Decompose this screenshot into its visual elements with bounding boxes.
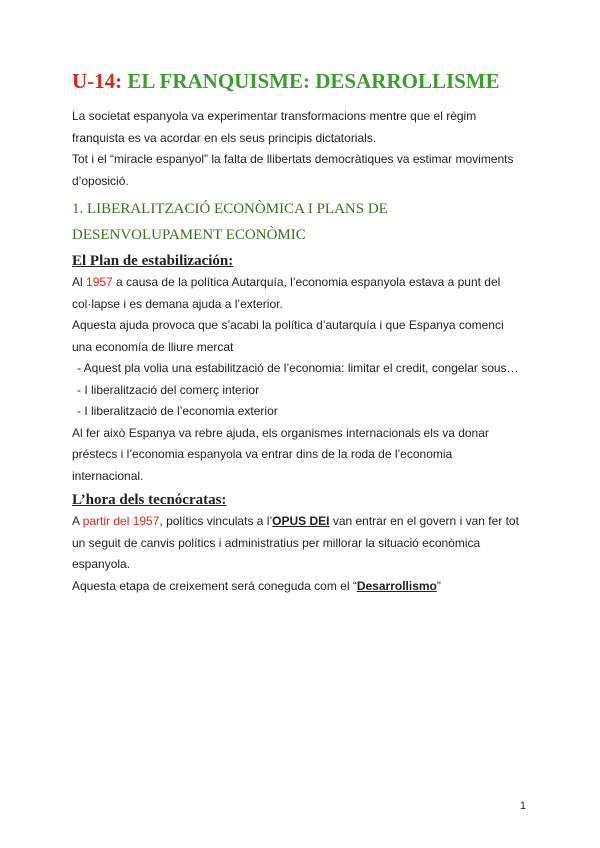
intro-line: Tot i el “miracle espanyol” la falta de llibertats democràtiques va estimar moviments	[72, 152, 514, 166]
plan-paragraph-1-line-2: col·lapse i es demana ajuda a l’exterior.	[72, 296, 283, 311]
text-run: A	[72, 514, 83, 528]
plan-paragraph-2: Aquesta ajuda provoca que s’acabi la política d’autarquía i que Espanya comenci	[72, 318, 504, 332]
intro-line: d’oposició.	[72, 173, 129, 188]
unit-title: EL FRANQUISME: DESARROLLISME	[127, 69, 500, 93]
opus-dei-emphasis: OPUS DEI	[272, 514, 330, 528]
text-run: Aquesta etapa de creixement será coneguda com el “	[72, 578, 357, 593]
list-item: - I liberalització de l’economia exterior	[77, 404, 278, 418]
list-item: - I liberalització del comerç interior	[77, 382, 260, 397]
text-run: Al	[72, 275, 87, 289]
intro-line: franquista es va acordar en els seus principis dictatorials.	[72, 130, 377, 145]
section-1-heading-line: 1. LIBERALITZACIÓ ECONÒMICA I PLANS DE	[72, 201, 388, 217]
plan-bullet-list	[72, 358, 532, 423]
paragraph-line: internacional.	[72, 468, 144, 483]
text-run: a causa de la política Autarquía, l’economia espanyola estava a punt del	[112, 275, 501, 289]
document-title	[72, 64, 532, 98]
plan-heading: El Plan de estabilización:	[72, 253, 234, 269]
plan-paragraph-2-line-2: una economía de lliure mercat	[72, 339, 234, 354]
paragraph-line: Al fer això Espanya va rebre ajuda, els organismes internacionals els va donar	[72, 425, 489, 440]
section-1-heading	[72, 196, 532, 248]
page-number: 1	[519, 800, 526, 812]
text-run: van entrar en el govern i van fer tot	[329, 514, 519, 528]
plan-paragraph-1	[72, 272, 532, 294]
section-1-heading-line: DESENVOLUPAMENT ECONÒMIC	[72, 227, 306, 243]
unit-number: U-14:	[72, 69, 123, 93]
text-run: ”	[436, 578, 441, 593]
intro-line: La societat espanyola va experimentar transformacions mentre que el règim	[72, 109, 477, 123]
tecnocratas-paragraph-2	[72, 576, 532, 598]
tecnocratas-heading: L’hora dels tecnócratas:	[72, 492, 227, 508]
tecnocratas-paragraph-1	[72, 511, 532, 533]
date-highlight: partir del 1957	[82, 514, 160, 528]
tecnocratas-paragraph-1-line-2: un seguit de canvis polítics i administratius per millorar la situació econòmica	[72, 535, 481, 550]
plan-paragraph-3	[72, 423, 532, 488]
desarrollismo-emphasis: Desarrollismo	[356, 578, 437, 593]
intro-paragraph	[72, 106, 532, 192]
text-run: , polítics vinculats a l’	[159, 514, 273, 528]
document-page	[72, 64, 532, 597]
list-item: - Aquest pla volia una estabilització de l’economia: limitar el credit, congelar sous…	[77, 361, 519, 375]
paragraph-line: préstecs i l’economia espanyola va entrar dins de la roda de l’economia	[72, 447, 453, 461]
tecnocratas-paragraph-1-line-3: espanyola.	[72, 557, 131, 571]
year-highlight: 1957	[86, 275, 113, 289]
